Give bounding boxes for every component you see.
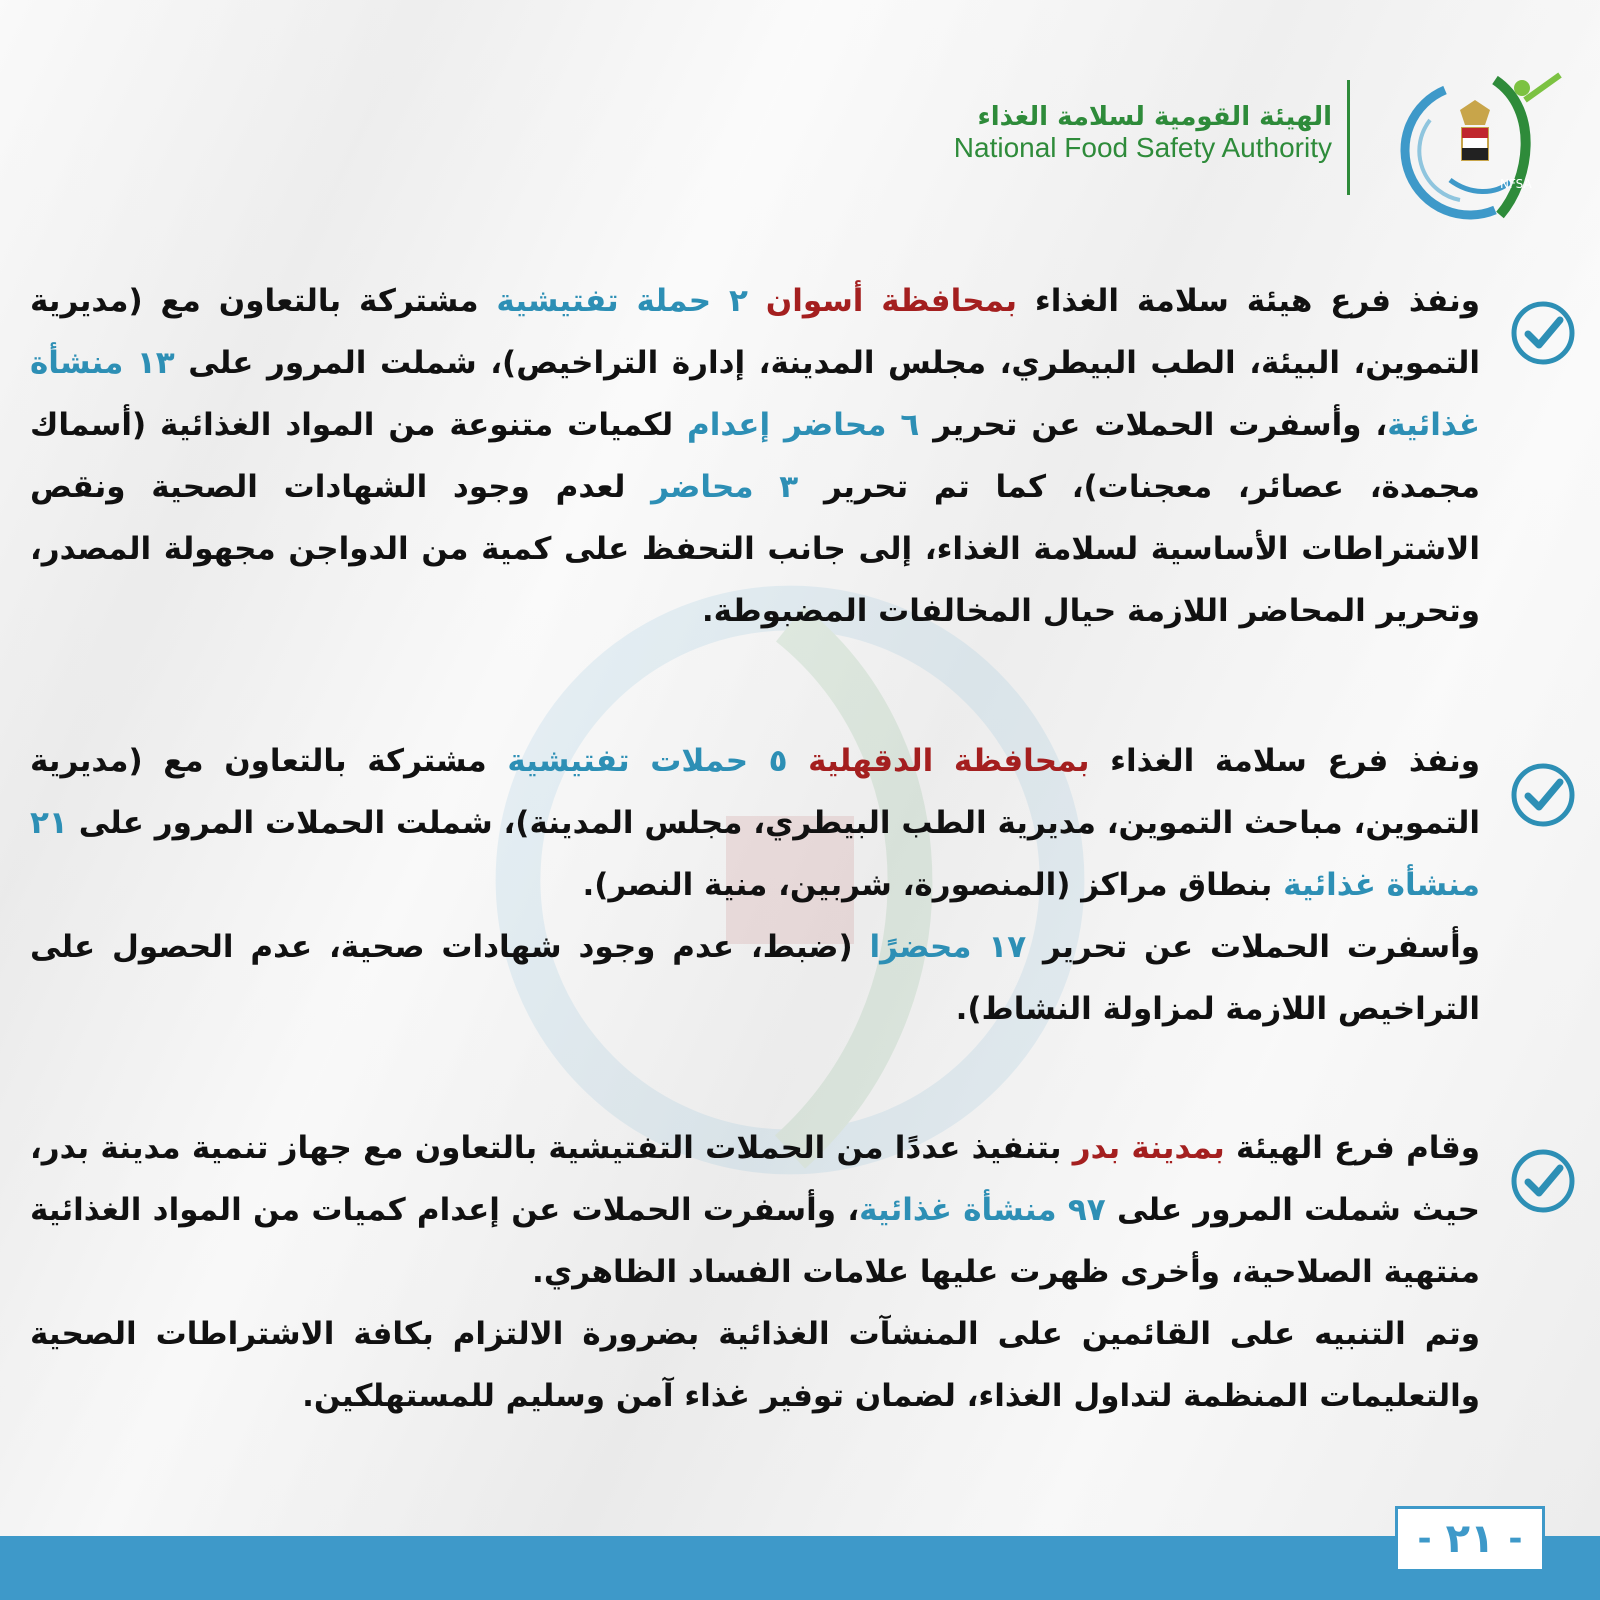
text-run: بتنفيذ عددًا من الحملات التفتيشية بالتعاون مع جهاز تنمية مدينة بدر، حيث شملت المرور على	[30, 1130, 1480, 1228]
header-title-en: National Food Safety Authority	[953, 132, 1332, 163]
highlight-blue: ٢١ منشأة غذائية	[30, 805, 1480, 903]
highlight-red: بمحافظة الدقهلية	[808, 743, 1090, 779]
highlight-blue: ٦ محاضر إعدام	[687, 407, 920, 443]
highlight-red: بمدينة بدر	[1072, 1130, 1225, 1166]
page-dash-right: -	[1417, 1519, 1432, 1559]
text-run: وتم التنبيه على القائمين على المنشآت الغذائية بضرورة الالتزام بكافة الاشتراطات الصحية والتعليمات المنظمة لتداول الغذاء، لضمان توفير غذاء آمن وسليم للمستهلكين.	[30, 1316, 1480, 1414]
text-run: وأسفرت الحملات عن تحرير	[1026, 929, 1481, 965]
text-run: (ضبط، عدم وجود شهادات صحية، عدم الحصول على التراخيص اللازمة لمزاولة النشاط).	[30, 929, 1480, 1027]
section-dakahlia-text-2	[30, 916, 1480, 1040]
section-dakahlia-text	[30, 730, 1480, 916]
nfsa-logo-icon	[1400, 70, 1570, 220]
text-run: ونفذ فرع هيئة سلامة الغذاء	[1017, 283, 1480, 319]
logo-text: NFSA	[1500, 177, 1532, 191]
section-badr-text	[30, 1117, 1480, 1303]
section-badr	[30, 1117, 1480, 1427]
text-run: ونفذ فرع سلامة الغذاء	[1089, 743, 1480, 779]
page-number: ٢١	[1445, 1516, 1495, 1562]
highlight-blue: ١٣ منشأة غذائية	[30, 345, 1480, 443]
header	[870, 70, 1570, 220]
highlight-blue: ٣ محاضر	[651, 469, 799, 505]
check-circle-icon	[1510, 1148, 1576, 1214]
text-run: وقام فرع الهيئة	[1224, 1130, 1481, 1166]
section-dakahlia	[30, 730, 1480, 1040]
text-run: مشتركة بالتعاون مع (مديرية التموين، البيئة، الطب البيطري، مجلس المدينة، إدارة التراخيص)، شملت المرور على	[30, 283, 1480, 381]
section-aswan	[30, 270, 1480, 642]
highlight-blue: ٢ حملة تفتيشية	[496, 283, 766, 319]
footer-bar	[0, 1536, 1600, 1600]
text-run: لعدم وجود الشهادات الصحية ونقص الاشتراطات الأساسية لسلامة الغذاء، إلى جانب التحفظ على كمية من الدواجن مجهولة المصدر، وتحرير المحاضر اللازمة حيال المخالفات المضبوطة.	[30, 469, 1480, 629]
page-dash-left: -	[1508, 1519, 1523, 1559]
text-run: بنطاق مراكز (المنصورة، شربين، منية النصر).	[582, 867, 1284, 903]
page-number-box	[1395, 1506, 1545, 1572]
header-title-ar: الهيئة القومية لسلامة الغذاء	[977, 102, 1332, 132]
highlight-blue: ٥ حملات تفتيشية	[507, 743, 809, 779]
text-run: مشتركة بالتعاون مع (مديرية التموين، مباحث التموين، مديرية الطب البيطري، مجلس المدينة)، شملت الحملات المرور على	[30, 743, 1480, 841]
section-badr-text-2	[30, 1303, 1480, 1427]
check-circle-icon	[1510, 300, 1576, 366]
section-aswan-text	[30, 270, 1480, 642]
text-run: لكميات متنوعة من المواد الغذائية (أسماك مجمدة، عصائر، معجنات)، كما تم تحرير	[30, 407, 1480, 505]
header-divider	[1347, 80, 1350, 195]
check-circle-icon	[1510, 762, 1576, 828]
text-run: ، وأسفرت الحملات عن تحرير	[919, 407, 1388, 443]
text-run: ، وأسفرت الحملات عن إعدام كميات من المواد الغذائية منتهية الصلاحية، وأخرى ظهرت عليها علامات الفساد الظاهري.	[30, 1192, 1480, 1290]
highlight-blue: ٩٧ منشأة غذائية	[859, 1192, 1106, 1228]
highlight-red: بمحافظة أسوان	[765, 283, 1017, 319]
highlight-blue: ١٧ محضرًا	[869, 929, 1027, 965]
